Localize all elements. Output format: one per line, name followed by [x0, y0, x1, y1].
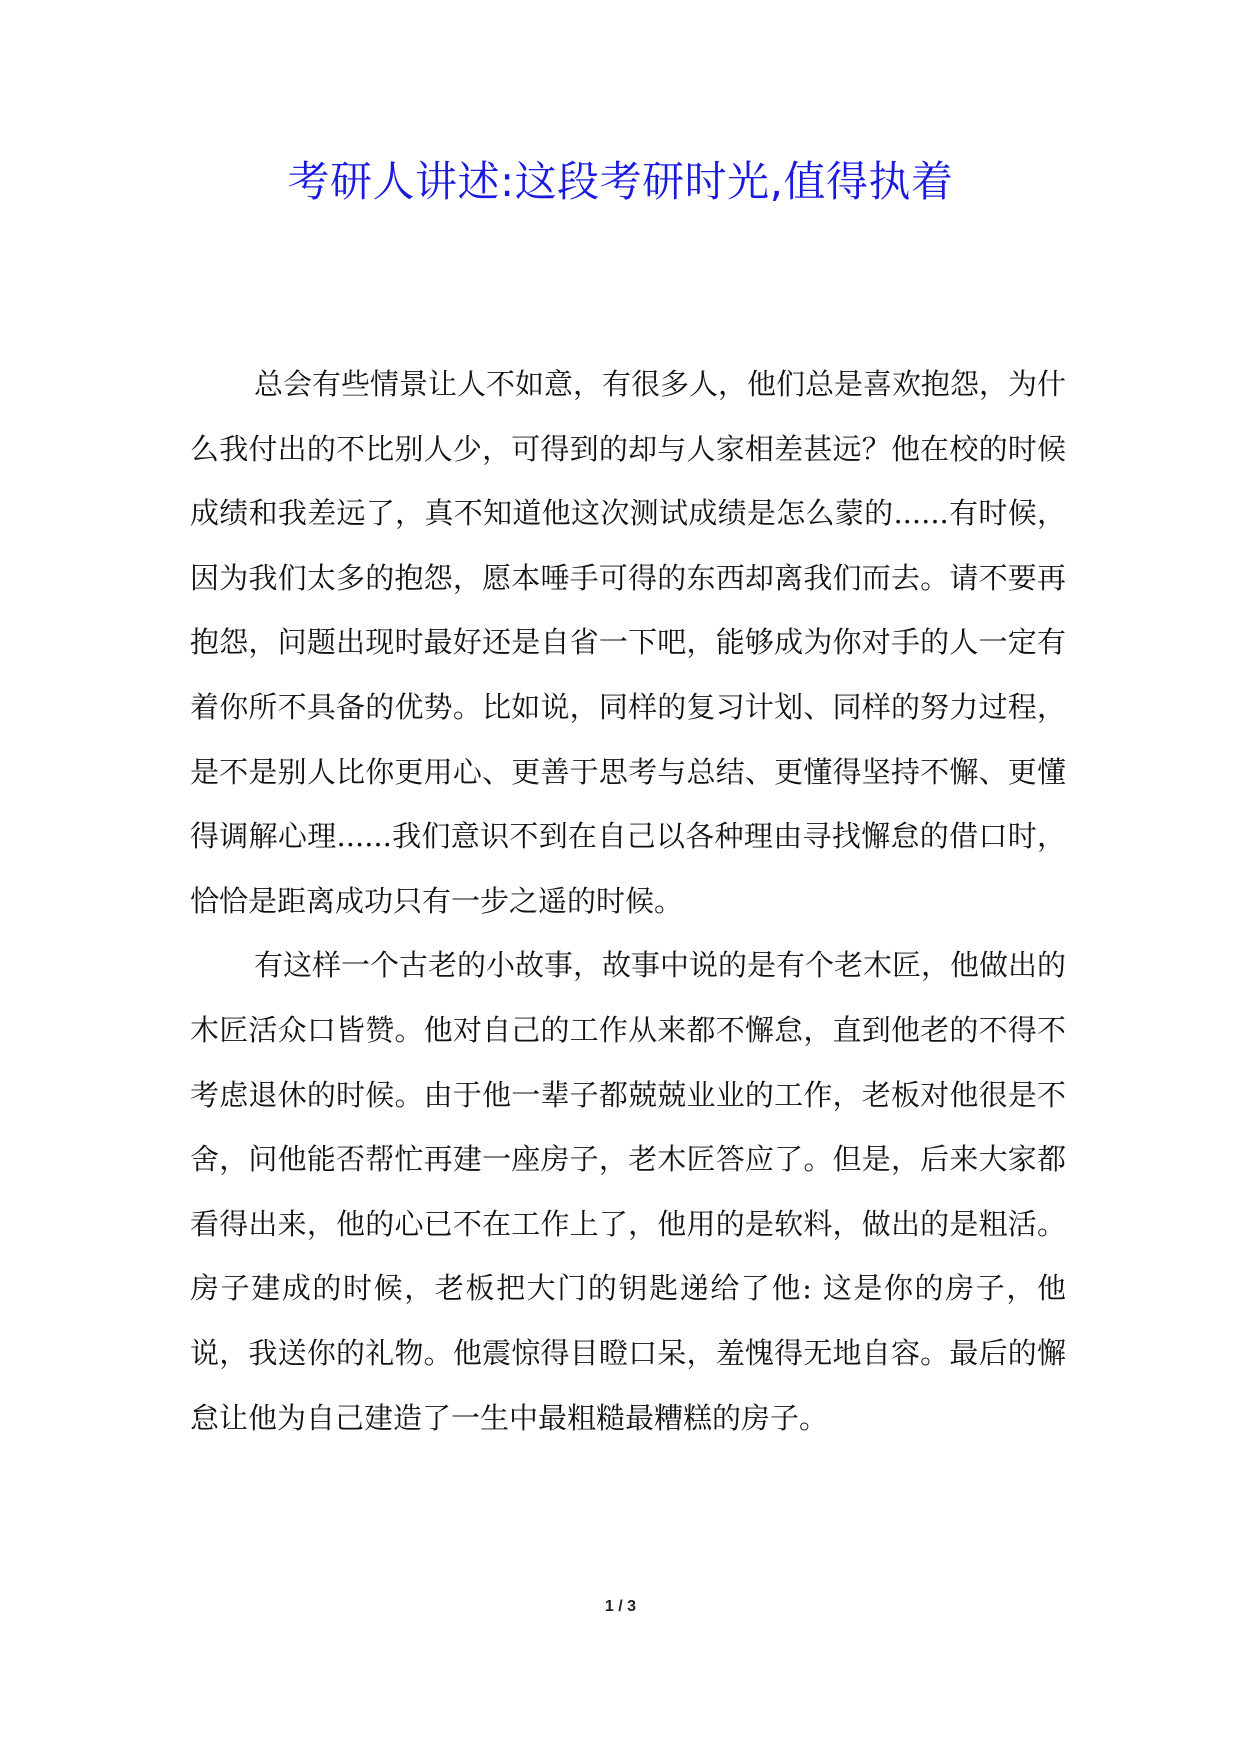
paragraph-2: 有这样一个古老的小故事，故事中说的是有个老木匠，他做出的木匠活众口皆赞。他对自己的工作从来都不懈怠，直到他老的不得不考虑退休的时候。由于他一辈子都兢兢业业的工作，老板对他很是不舍，问他能否帮忙再建一座房子，老木匠答应了。但是，后来大家都看得出来，他的心已不在工作上了，他用的是软料，做出的是粗活。房子建成的时候，老板把大门的钥匙递给了他: 这是你的房子，他说，我送你的礼物。他震惊得目瞪口呆，羞愧得无地自容。最后的懈怠让他为自己建造了一生中最粗糙最糟糕的房子。	[190, 948, 1067, 1435]
page-number: 1 / 3	[604, 1598, 637, 1615]
paragraph-1: 总会有些情景让人不如意，有很多人，他们总是喜欢抱怨，为什么我付出的不比别人少，可得到的却与人家相差甚远？他在校的时候成绩和我差远了，真不知道他这次测试成绩是怎么蒙的......有时候，因为我们太多的抱怨，愿本唾手可得的东西却离我们而去。请不要再抱怨，问题出现时最好还是自省一下吧，能够成为你对手的人一定有着你所不具备的优势。比如说，同样的复习计划、同样的努力过程，是不是别人比你更用心、更善于思考与总结、更懂得坚持不懈、更懂得调解心理......我们意识不到在自己以各种理由寻找懈怠的借口时，恰恰是距离成功只有一步之遥的时候。	[190, 367, 1067, 918]
document-title: 考研人讲述:这段考研时光,值得执着	[287, 157, 954, 206]
document-body	[190, 352, 1066, 1450]
